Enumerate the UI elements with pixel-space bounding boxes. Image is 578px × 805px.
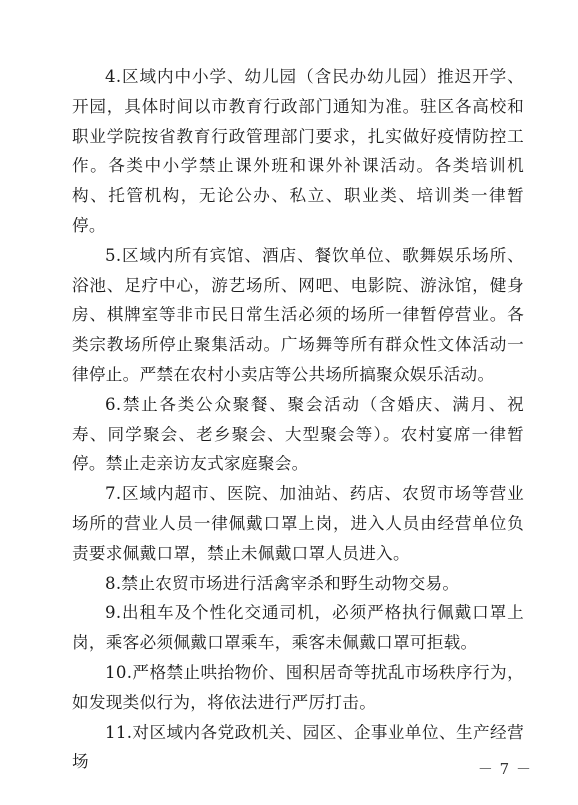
paragraph-item-7: 7.区域内超市、医院、加油站、药店、农贸市场等营业场所的营业人员一律佩戴口罩上岗，进入人员由经营单位负责要求佩戴口罩，禁止未佩戴口罩人员进入。	[72, 484, 524, 563]
paragraph-item-8: 8.禁止农贸市场进行活禽宰杀和野生动物交易。	[105, 573, 460, 593]
paragraph-item-10: 10.严格禁止哄抬物价、囤积居奇等扰乱市场秩序行为，如发现类似行为，将依法进行严厉打击。	[72, 662, 524, 712]
paragraph-item-11: 11.对区域内各党政机关、园区、企事业单位、生产经营场	[72, 722, 524, 772]
page-number: － 7 －	[477, 760, 532, 778]
paragraph-item-4: 4.区域内中小学、幼儿园（含民办幼儿园）推迟开学、开园，具体时间以市教育行政部门通知为准。驻区各高校和职业学院按省教育行政管理部门要求，扎实做好疫情防控工作。各类中小学禁止课外班和课外补课活动。各类培训机构、托管机构，无论公办、私立、职业类、培训类一律暂停。	[72, 67, 524, 235]
paragraph-item-6: 6.禁止各类公众聚餐、聚会活动（含婚庆、满月、祝寿、同学聚会、老乡聚会、大型聚会等）。农村宴席一律暂停。禁止走亲访友式家庭聚会。	[72, 394, 524, 474]
document-body	[72, 62, 524, 777]
paragraph-item-9: 9.出租车及个性化交通司机，必须严格执行佩戴口罩上岗，乘客必须佩戴口罩乘车，乘客未佩戴口罩可拒载。	[72, 603, 524, 653]
paragraph-item-5: 5.区域内所有宾馆、酒店、餐饮单位、歌舞娱乐场所、浴池、足疗中心，游艺场所、网吧、电影院、游泳馆，健身房、棋牌室等非市民日常生活必须的场所一律暂停营业。各类宗教场所停止聚集活动。广场舞等所有群众性文体活动一律停止。严禁在农村小卖店等公共场所搞聚众娱乐活动。	[72, 245, 524, 384]
